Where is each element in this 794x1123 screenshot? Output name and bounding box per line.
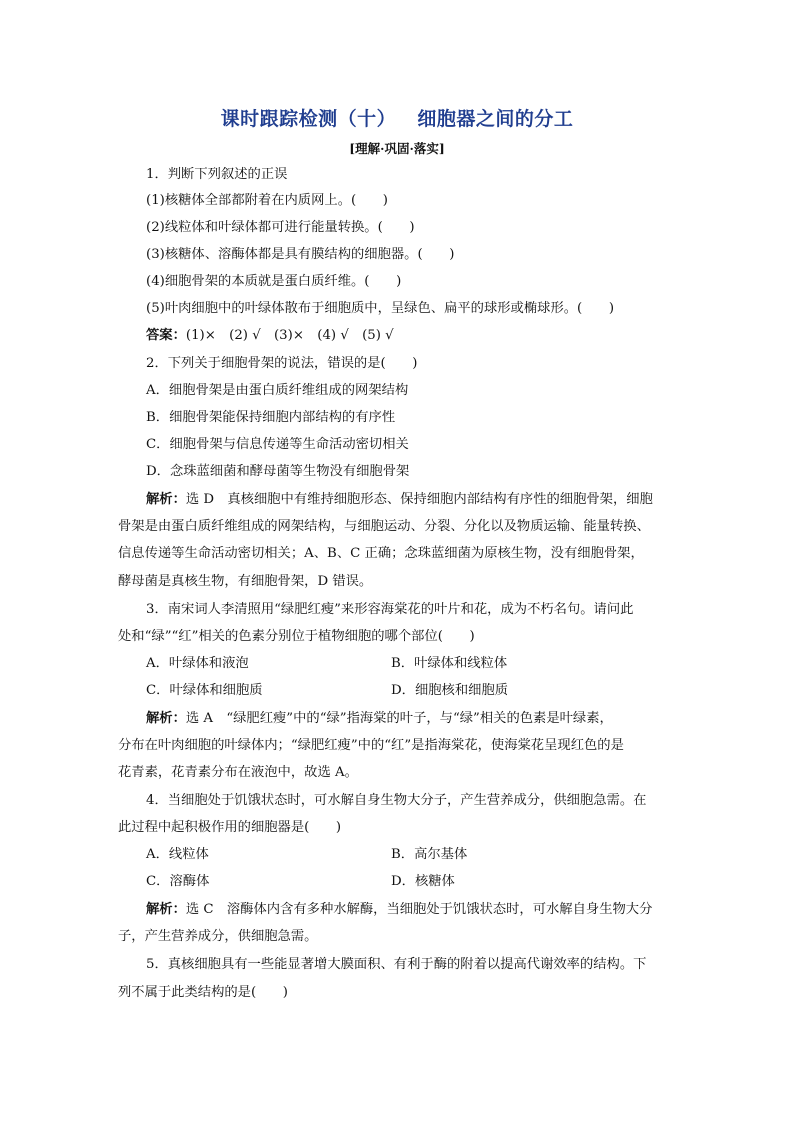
answer-label: 答案： — [146, 328, 186, 343]
q3-analysis-line-2: 分布在叶肉细胞的叶绿体内；“绿肥红瘦”中的“红”是指海棠花，使海棠花呈现红色的是 — [118, 738, 624, 753]
q2-option-b: B．细胞骨架能保持细胞内部结构的有序性 — [146, 410, 396, 425]
q1-item-1: (1)核糖体全部都附着在内质网上。( ) — [146, 193, 388, 208]
q4-stem-line-2: 此过程中起积极作用的细胞器是( ) — [118, 820, 342, 835]
q2-analysis-line-2: 骨架是由蛋白质纤维组成的网架结构，与细胞运动、分裂、分化以及物质运输、能量转换、 — [118, 519, 650, 534]
q1-item-2: (2)线粒体和叶绿体都可进行能量转换。( ) — [146, 220, 415, 235]
q1-item-3: (3)核糖体、溶酶体都是具有膜结构的细胞器。( ) — [146, 247, 455, 262]
q3-stem-line-1: 3．南宋词人李清照用“绿肥红瘦”来形容海棠花的叶片和花，成为不朽名句。请问此 — [146, 602, 634, 617]
q2-option-c: C．细胞骨架与信息传递等生命活动密切相关 — [146, 437, 409, 452]
q3-option-c: C．叶绿体和细胞质 — [146, 683, 263, 698]
q1-item-4: (4)细胞骨架的本质就是蛋白质纤维。( ) — [146, 274, 402, 289]
analysis-label: 解析： — [146, 492, 186, 507]
q5-stem-line-1: 5．真核细胞具有一些能显著增大膜面积、有利于酶的附着以提高代谢效率的结构。下 — [146, 957, 647, 972]
q3-stem-line-2: 处和“绿”“红”相关的色素分别位于植物细胞的哪个部位( ) — [118, 629, 475, 644]
q2-analysis-line-1 — [146, 491, 653, 509]
q3-option-a: A．叶绿体和液泡 — [146, 656, 249, 671]
q4-stem-line-1: 4．当细胞处于饥饿状态时，可水解自身生物大分子，产生营养成分，供细胞急需。在 — [146, 793, 647, 808]
q1-stem: 1．判断下列叙述的正误 — [146, 167, 288, 182]
analysis-label: 解析： — [146, 711, 186, 726]
q1-answer — [146, 327, 394, 345]
q3-option-b: B．叶绿体和线粒体 — [391, 656, 508, 671]
q4-option-b: B．高尔基体 — [391, 847, 468, 862]
analysis-text: 选 D 真核细胞中有维持细胞形态、保持细胞内部结构有序性的细胞骨架，细胞 — [185, 492, 653, 507]
q1-item-5: (5)叶肉细胞中的叶绿体散布于细胞质中，呈绿色、扁平的球形或椭球形。( ) — [146, 301, 615, 316]
q4-analysis-line-1 — [146, 901, 652, 919]
analysis-label: 解析： — [146, 902, 186, 917]
q2-analysis-line-4: 酵母菌是真核生物，有细胞骨架，D 错误。 — [118, 574, 373, 589]
q2-option-d: D．念珠蓝细菌和酵母菌等生物没有细胞骨架 — [146, 464, 410, 479]
q3-option-d: D．细胞核和细胞质 — [391, 683, 509, 698]
q3-analysis-line-1 — [146, 710, 613, 728]
q2-analysis-line-3: 信息传递等生命活动密切相关；A、B、C 正确；念珠蓝细菌为原核生物，没有细胞骨架， — [118, 546, 644, 561]
q4-option-d: D．核糖体 — [391, 874, 455, 889]
answer-text: (1)× (2) √ (3)× (4) √ (5) √ — [185, 328, 394, 343]
q3-analysis-line-3: 花青素，花青素分布在液泡中，故选 A。 — [118, 765, 358, 780]
q4-option-a: A．线粒体 — [146, 847, 209, 862]
q4-analysis-line-2: 子，产生营养成分，供细胞急需。 — [118, 929, 318, 944]
q4-option-c: C．溶酶体 — [146, 874, 210, 889]
q5-stem-line-2: 列不属于此类结构的是( ) — [118, 985, 288, 1000]
q2-option-a: A．细胞骨架是由蛋白质纤维组成的网架结构 — [146, 383, 409, 398]
q2-stem: 2．下列关于细胞骨架的说法，错误的是( ) — [146, 356, 418, 371]
section-subtitle: [理解·巩固·落实] — [349, 141, 445, 156]
page-title: 课时跟踪检测（十） 细胞器之间的分工 — [220, 108, 574, 130]
analysis-text: 选 A “绿肥红瘦”中的“绿”指海棠的叶子，与“绿”相关的色素是叶绿素， — [185, 711, 613, 726]
analysis-text: 选 C 溶酶体内含有多种水解酶，当细胞处于饥饿状态时，可水解自身生物大分 — [185, 902, 653, 917]
